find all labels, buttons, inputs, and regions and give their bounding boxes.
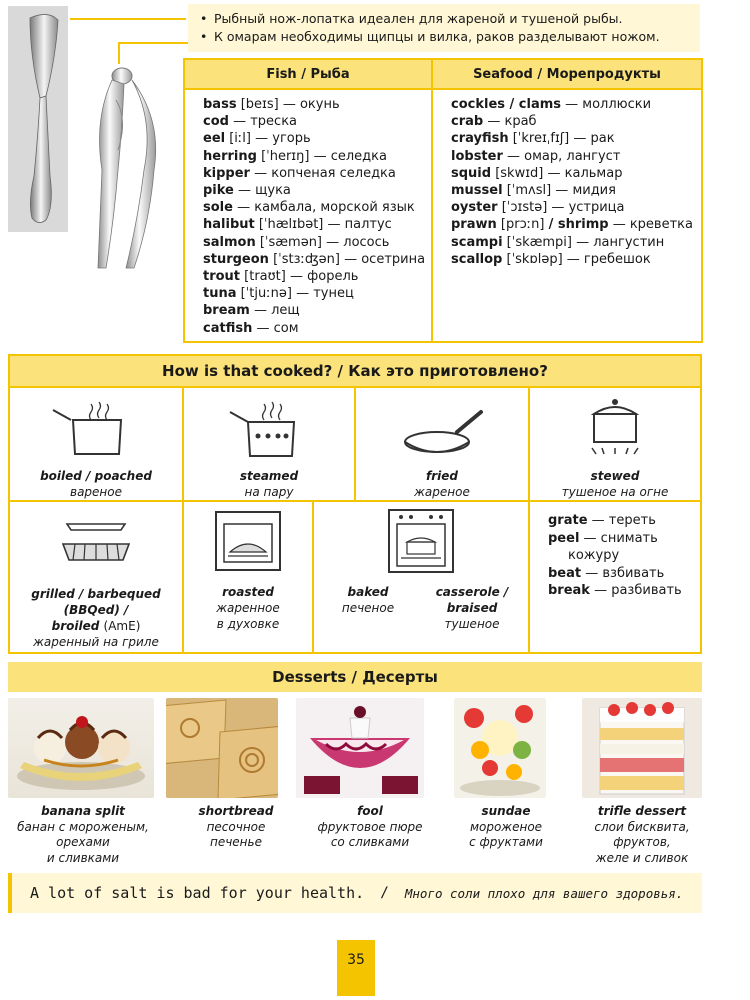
seafood-item: mussel [ˈmʌsl] — мидия (451, 183, 616, 199)
frying-pan-icon (397, 398, 487, 458)
method-roasted (184, 502, 314, 652)
page-number: 35 (337, 940, 375, 996)
method-en: stewed (590, 469, 640, 483)
method-stewed (530, 388, 700, 502)
dessert-caption (446, 804, 566, 851)
connector-line-cracker (118, 42, 188, 44)
seafood-item: cockles / clams — моллюски (451, 97, 652, 112)
method-en-line: (BBQed) / (63, 603, 129, 617)
dessert-en: trifle dessert (597, 804, 687, 818)
verb-item: peel — снимать (548, 530, 658, 546)
cooking-verbs-list (548, 512, 682, 600)
method-ru-line: жаренное (216, 601, 280, 615)
dessert-caption (576, 804, 708, 866)
salt-phrase-ru: Много соли плохо для вашего здоровья. (404, 885, 684, 901)
tips-box (188, 4, 700, 52)
dessert-en: banana split (41, 804, 125, 818)
banana-split-photo (8, 698, 154, 798)
fish-item: sole — камбала, морской язык (203, 200, 415, 216)
grill-icon (51, 516, 141, 576)
tip-item: • Рыбный нож-лопатка идеален для жареной и тушеной рыбы. (198, 10, 690, 28)
method-fried (356, 388, 530, 502)
seafood-header: Seafood / Морепродукты (433, 60, 701, 90)
dessert-ru-line: печенье (209, 835, 262, 849)
fish-item: halibut [ˈhælɪbət] — палтус (203, 217, 392, 233)
method-ru: на пару (244, 485, 294, 499)
tip-item: • К омарам необходимы щипцы и вилка, раков разделывают ножом. (198, 28, 690, 46)
dessert-ru-line: мороженое (469, 819, 543, 834)
connector-line-cracker-v (118, 42, 120, 64)
fish-item: herring [ˈherɪŋ] — селедка (203, 148, 387, 164)
fish-seafood-table (183, 58, 703, 343)
connector-line-knife (70, 18, 186, 20)
method-ru-line: в духовке (216, 617, 280, 631)
dessert-en: sundae (481, 804, 531, 818)
dessert-ru-line: и сливками (46, 850, 120, 865)
seafood-item: squid [skwɪd] — кальмар (451, 165, 623, 181)
dessert-ru-line: банан с мороженым, (17, 819, 149, 834)
method-ru: тушеное (444, 617, 500, 631)
sundae-photo (454, 698, 546, 798)
fish-header: Fish / Рыба (185, 60, 431, 90)
dessert-en: shortbread (198, 804, 274, 818)
dessert-ru-line: орехами (56, 835, 110, 849)
stew-pot-icon (570, 396, 660, 456)
fish-item: bream — лещ (203, 303, 300, 319)
seafood-item: scampi [ˈskæmpi] — лангустин (451, 234, 665, 250)
lobster-cracker-photo (88, 60, 166, 278)
fish-item: cod — треска (203, 114, 298, 130)
verb-item: break — разбивать (548, 583, 682, 598)
seafood-list (451, 96, 693, 268)
seafood-item: lobster — омар, лангуст (451, 148, 621, 164)
fish-item: bass [beɪs] — окунь (203, 97, 340, 112)
method-ru: жареное (414, 485, 470, 499)
baking-oven-icon (381, 508, 461, 574)
fish-item: kipper — копченая селедка (203, 165, 396, 181)
salt-phrase-en: A lot of salt is bad for your health. (30, 884, 365, 902)
dessert-caption (300, 804, 440, 851)
dessert-caption (166, 804, 306, 851)
fish-item: catfish — сом (203, 320, 299, 336)
salt-separator: / (380, 885, 389, 901)
method-en: steamed (239, 469, 299, 483)
method-en-line: braised (446, 601, 498, 615)
method-ru: жаренный на гриле (33, 635, 159, 649)
dessert-ru-line: со сливками (330, 835, 410, 849)
method-en-line: broiled (AmE) (51, 619, 141, 633)
fish-item: salmon [ˈsæmən] — лосось (203, 234, 390, 250)
dessert-ru-line: фруктов, (613, 835, 671, 849)
method-ru: вареное (70, 485, 122, 499)
cooking-title: How is that cooked? / Как это приготовлено? (10, 356, 700, 388)
fish-item: tuna [ˈtjuːnə] — тунец (203, 286, 354, 302)
seafood-item: scallop [ˈskɒləp] — гребешок (451, 251, 651, 267)
fish-item: sturgeon [ˈstɜːʤən] — осетрина (203, 251, 426, 267)
dessert-ru-line: желе и сливок (595, 850, 689, 865)
method-ru: тушеное на огне (561, 485, 669, 499)
fish-list (203, 96, 425, 337)
dessert-ru-line: фруктовое пюре (317, 819, 423, 834)
verb-item: beat — взбивать (548, 565, 665, 581)
table-divider (431, 60, 433, 341)
method-ru: печеное (341, 601, 395, 615)
method-en: boiled / poached (40, 469, 152, 483)
dessert-en: fool (357, 804, 383, 818)
method-boiled (10, 388, 184, 502)
fish-item: trout [traʊt] — форель (203, 269, 359, 285)
fool-photo (296, 698, 424, 798)
dessert-caption (8, 804, 158, 866)
method-en: baked (347, 585, 389, 599)
seafood-item: prawn [prɔːn] / shrimp — креветка (451, 217, 693, 233)
seafood-item: crab — краб (451, 114, 537, 130)
shortbread-photo (166, 698, 278, 798)
verb-item-continuation: кожуру (568, 548, 620, 563)
steamer-pot-icon (224, 398, 314, 458)
method-grilled (10, 502, 184, 652)
method-baked-casserole (314, 502, 530, 652)
fish-item: pike — щука (203, 183, 291, 199)
trifle-photo (582, 698, 702, 798)
seafood-item: crayfish [ˈkreɪˌfɪʃ] — рак (451, 131, 615, 147)
method-en-line: casserole / (435, 585, 509, 599)
dessert-ru-line: слои бисквита, (594, 819, 690, 834)
desserts-title: Desserts / Десерты (8, 662, 702, 692)
method-en: roasted (222, 585, 274, 599)
method-en-line: grilled / barbequed (31, 587, 161, 601)
verb-item: grate — тереть (548, 513, 656, 528)
fish-knife-photo (8, 6, 68, 232)
fish-knife-icon (8, 6, 68, 232)
seafood-item: oyster [ˈɔɪstə] — устрица (451, 200, 625, 216)
cooking-methods-section (8, 354, 702, 654)
method-en: fried (426, 469, 458, 483)
method-steamed (184, 388, 356, 502)
lobster-cracker-icon (88, 60, 166, 278)
fish-item: eel [iːl] — угорь (203, 131, 311, 147)
dessert-ru-line: песочное (206, 819, 266, 834)
salt-phrase-banner (8, 873, 702, 913)
roasting-oven-icon (208, 510, 288, 574)
boiling-pot-icon (51, 398, 141, 458)
dessert-ru-line: с фруктами (469, 835, 543, 849)
